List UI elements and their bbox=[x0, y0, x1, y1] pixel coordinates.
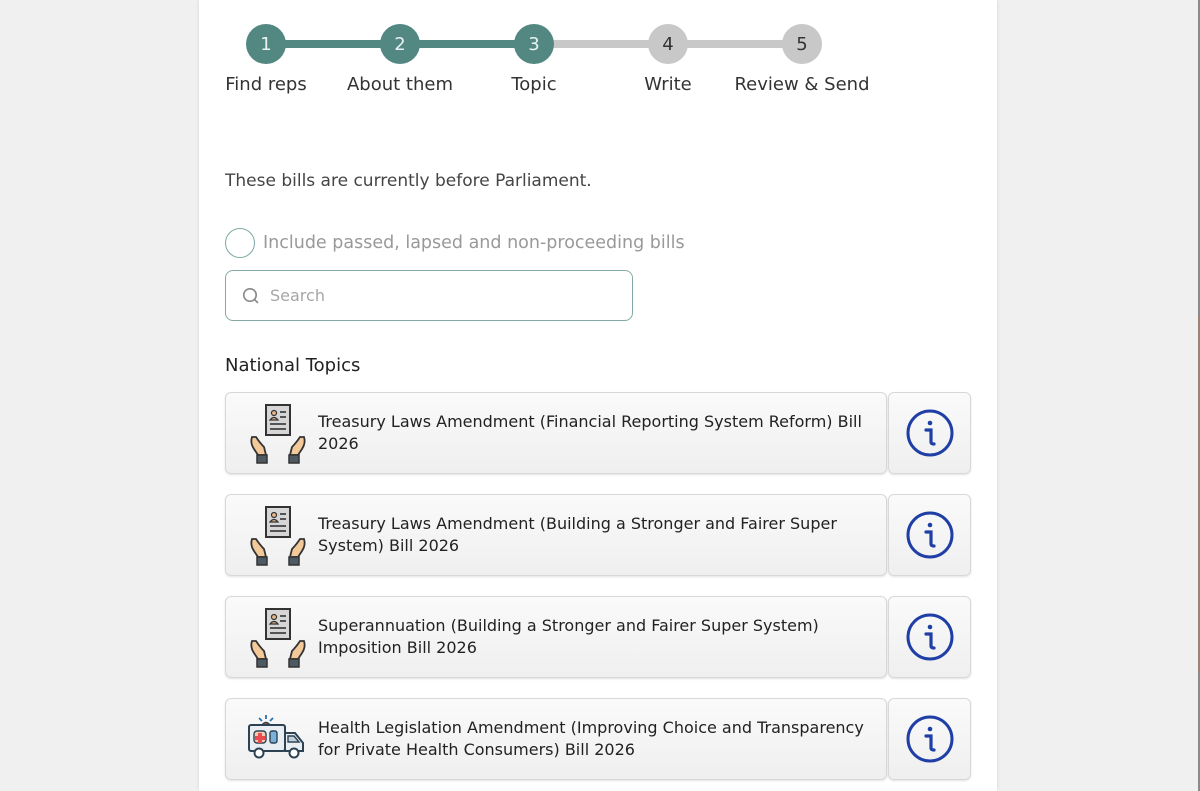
bill-title: Superannuation (Building a Stronger and Fairer Super System) Imposition Bill 2026 bbox=[318, 616, 819, 657]
step-write bbox=[608, 24, 728, 95]
hands-document-icon bbox=[246, 605, 310, 669]
bill-title: Treasury Laws Amendment (Building a Stronger and Fairer Super System) Bill 2026 bbox=[318, 514, 837, 555]
step-about-them[interactable] bbox=[340, 24, 460, 95]
step-label: Review & Send bbox=[734, 74, 870, 95]
step-number-circle: 1 bbox=[246, 24, 286, 64]
include-inactive-bills-toggle[interactable] bbox=[225, 228, 685, 258]
step-label: Topic bbox=[511, 74, 557, 95]
toggle-radio[interactable] bbox=[225, 228, 255, 258]
bill-title: Treasury Laws Amendment (Financial Reporting System Reform) Bill 2026 bbox=[318, 412, 862, 453]
step-number-circle: 4 bbox=[648, 24, 688, 64]
bill-row bbox=[225, 392, 971, 474]
bill-info-button[interactable] bbox=[888, 596, 971, 678]
bill-select-button[interactable] bbox=[225, 698, 887, 780]
step-number-circle: 2 bbox=[380, 24, 420, 64]
info-icon bbox=[905, 408, 955, 458]
step-label: Write bbox=[644, 74, 692, 95]
toggle-label: Include passed, lapsed and non-proceeding bills bbox=[263, 233, 685, 253]
bill-info-button[interactable] bbox=[888, 392, 971, 474]
step-find-reps[interactable] bbox=[206, 24, 326, 95]
info-icon bbox=[905, 612, 955, 662]
step-label: Find reps bbox=[225, 74, 307, 95]
progress-stepper bbox=[225, 24, 885, 104]
step-review-send bbox=[734, 24, 870, 95]
bill-select-button[interactable] bbox=[225, 596, 887, 678]
search-box[interactable] bbox=[225, 270, 633, 321]
search-input[interactable] bbox=[270, 286, 610, 305]
bill-select-button[interactable] bbox=[225, 494, 887, 576]
ambulance-icon bbox=[246, 707, 310, 771]
step-number-circle: 3 bbox=[514, 24, 554, 64]
bill-select-button[interactable] bbox=[225, 392, 887, 474]
step-topic[interactable] bbox=[474, 24, 594, 95]
search-icon bbox=[242, 287, 260, 305]
bill-row bbox=[225, 596, 971, 678]
bill-info-button[interactable] bbox=[888, 698, 971, 780]
hands-document-icon bbox=[246, 503, 310, 567]
bill-row bbox=[225, 698, 971, 780]
bill-row bbox=[225, 494, 971, 576]
intro-text: These bills are currently before Parliament. bbox=[225, 171, 592, 191]
bill-info-button[interactable] bbox=[888, 494, 971, 576]
page-panel bbox=[199, 0, 997, 791]
bill-title: Health Legislation Amendment (Improving Choice and Transparency for Private Health Consumers) Bill 2026 bbox=[318, 718, 864, 759]
hands-document-icon bbox=[246, 401, 310, 465]
section-title: National Topics bbox=[225, 355, 361, 376]
step-number-circle: 5 bbox=[782, 24, 822, 64]
step-label: About them bbox=[346, 74, 453, 95]
info-icon bbox=[905, 510, 955, 560]
info-icon bbox=[905, 714, 955, 764]
